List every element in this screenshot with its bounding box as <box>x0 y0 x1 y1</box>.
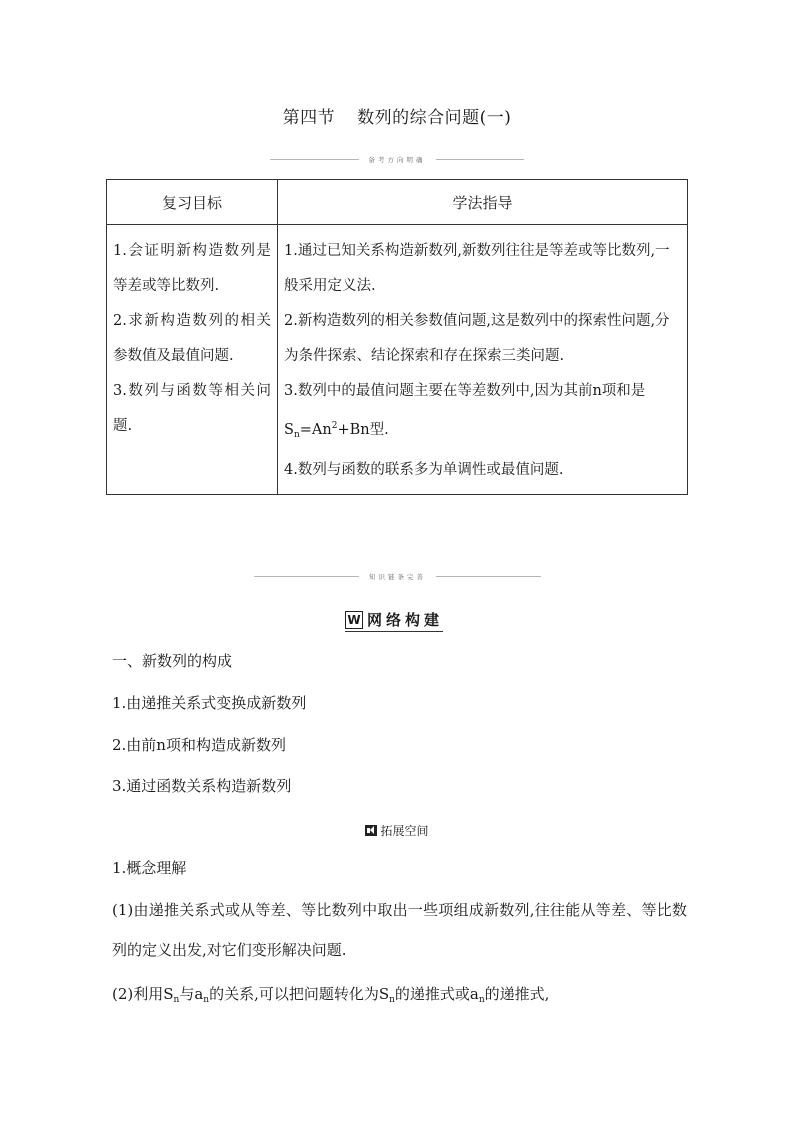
divider-label: 知识链条完善 <box>369 572 426 581</box>
extension-heading <box>0 822 794 839</box>
divider-knowledge-chain <box>254 570 541 582</box>
list-item: 3.通过函数关系构造新数列 <box>112 777 292 795</box>
section1-heading: 一、新数列的构成 <box>112 652 233 670</box>
concept-paragraph-1: (1)由递推关系式或从等差、等比数列中取出一些项组成新数列,往往能从等差、等比数列的定义出发,对它们变形解决问题. <box>112 901 687 959</box>
goal-item: 3.数列与函数等相关问题. <box>113 383 271 434</box>
guide-item: 1.通过已知关系构造新数列,新数列往往是等差或等比数列,一般采用定义法. <box>284 243 670 294</box>
divider-exam-direction <box>270 153 524 165</box>
goal-item: 2.求新构造数列的相关参数值及最值问题. <box>113 313 271 364</box>
section-title: 数列的综合问题(一) <box>357 108 512 128</box>
extension-label: 拓展空间 <box>380 824 429 838</box>
speaker-icon <box>365 825 377 836</box>
goals-table <box>106 179 688 495</box>
study-guide-cell <box>278 225 688 495</box>
section-number: 第四节 <box>282 108 336 128</box>
header-study-guide: 学法指导 <box>278 180 688 225</box>
list-item: 2.由前n项和构造成新数列 <box>112 736 286 754</box>
guide-item: 3.数列中的最值问题主要在等差数列中,因为其前n项和是$S_n=An^2+Bn$型. <box>284 383 646 440</box>
network-label: 网络构建 <box>367 611 444 629</box>
header-review-goals: 复习目标 <box>107 180 278 225</box>
guide-item: 4.数列与函数的联系多为单调性或最值问题. <box>284 462 564 478</box>
concept-paragraph-2: (2)利用$S_n$与$a_n$的关系,可以把问题转化为$S_n$的递推式或$a_n$的递推式, <box>112 985 550 1005</box>
guide-item: 2.新构造数列的相关参数值问题,这是数列中的探索性问题,分为条件探索、结论探索和存在探索三类问题. <box>284 313 670 364</box>
divider-label: 备考方向明确 <box>368 155 426 164</box>
network-heading <box>345 609 443 632</box>
list-item: 1.由递推关系式变换成新数列 <box>112 694 307 712</box>
page-title <box>0 103 794 128</box>
review-goals-cell <box>107 225 278 495</box>
concept-heading: 1.概念理解 <box>112 859 187 877</box>
w-logo-icon: W <box>345 611 363 629</box>
goal-item: 1.会证明新构造数列是等差或等比数列. <box>113 243 271 294</box>
